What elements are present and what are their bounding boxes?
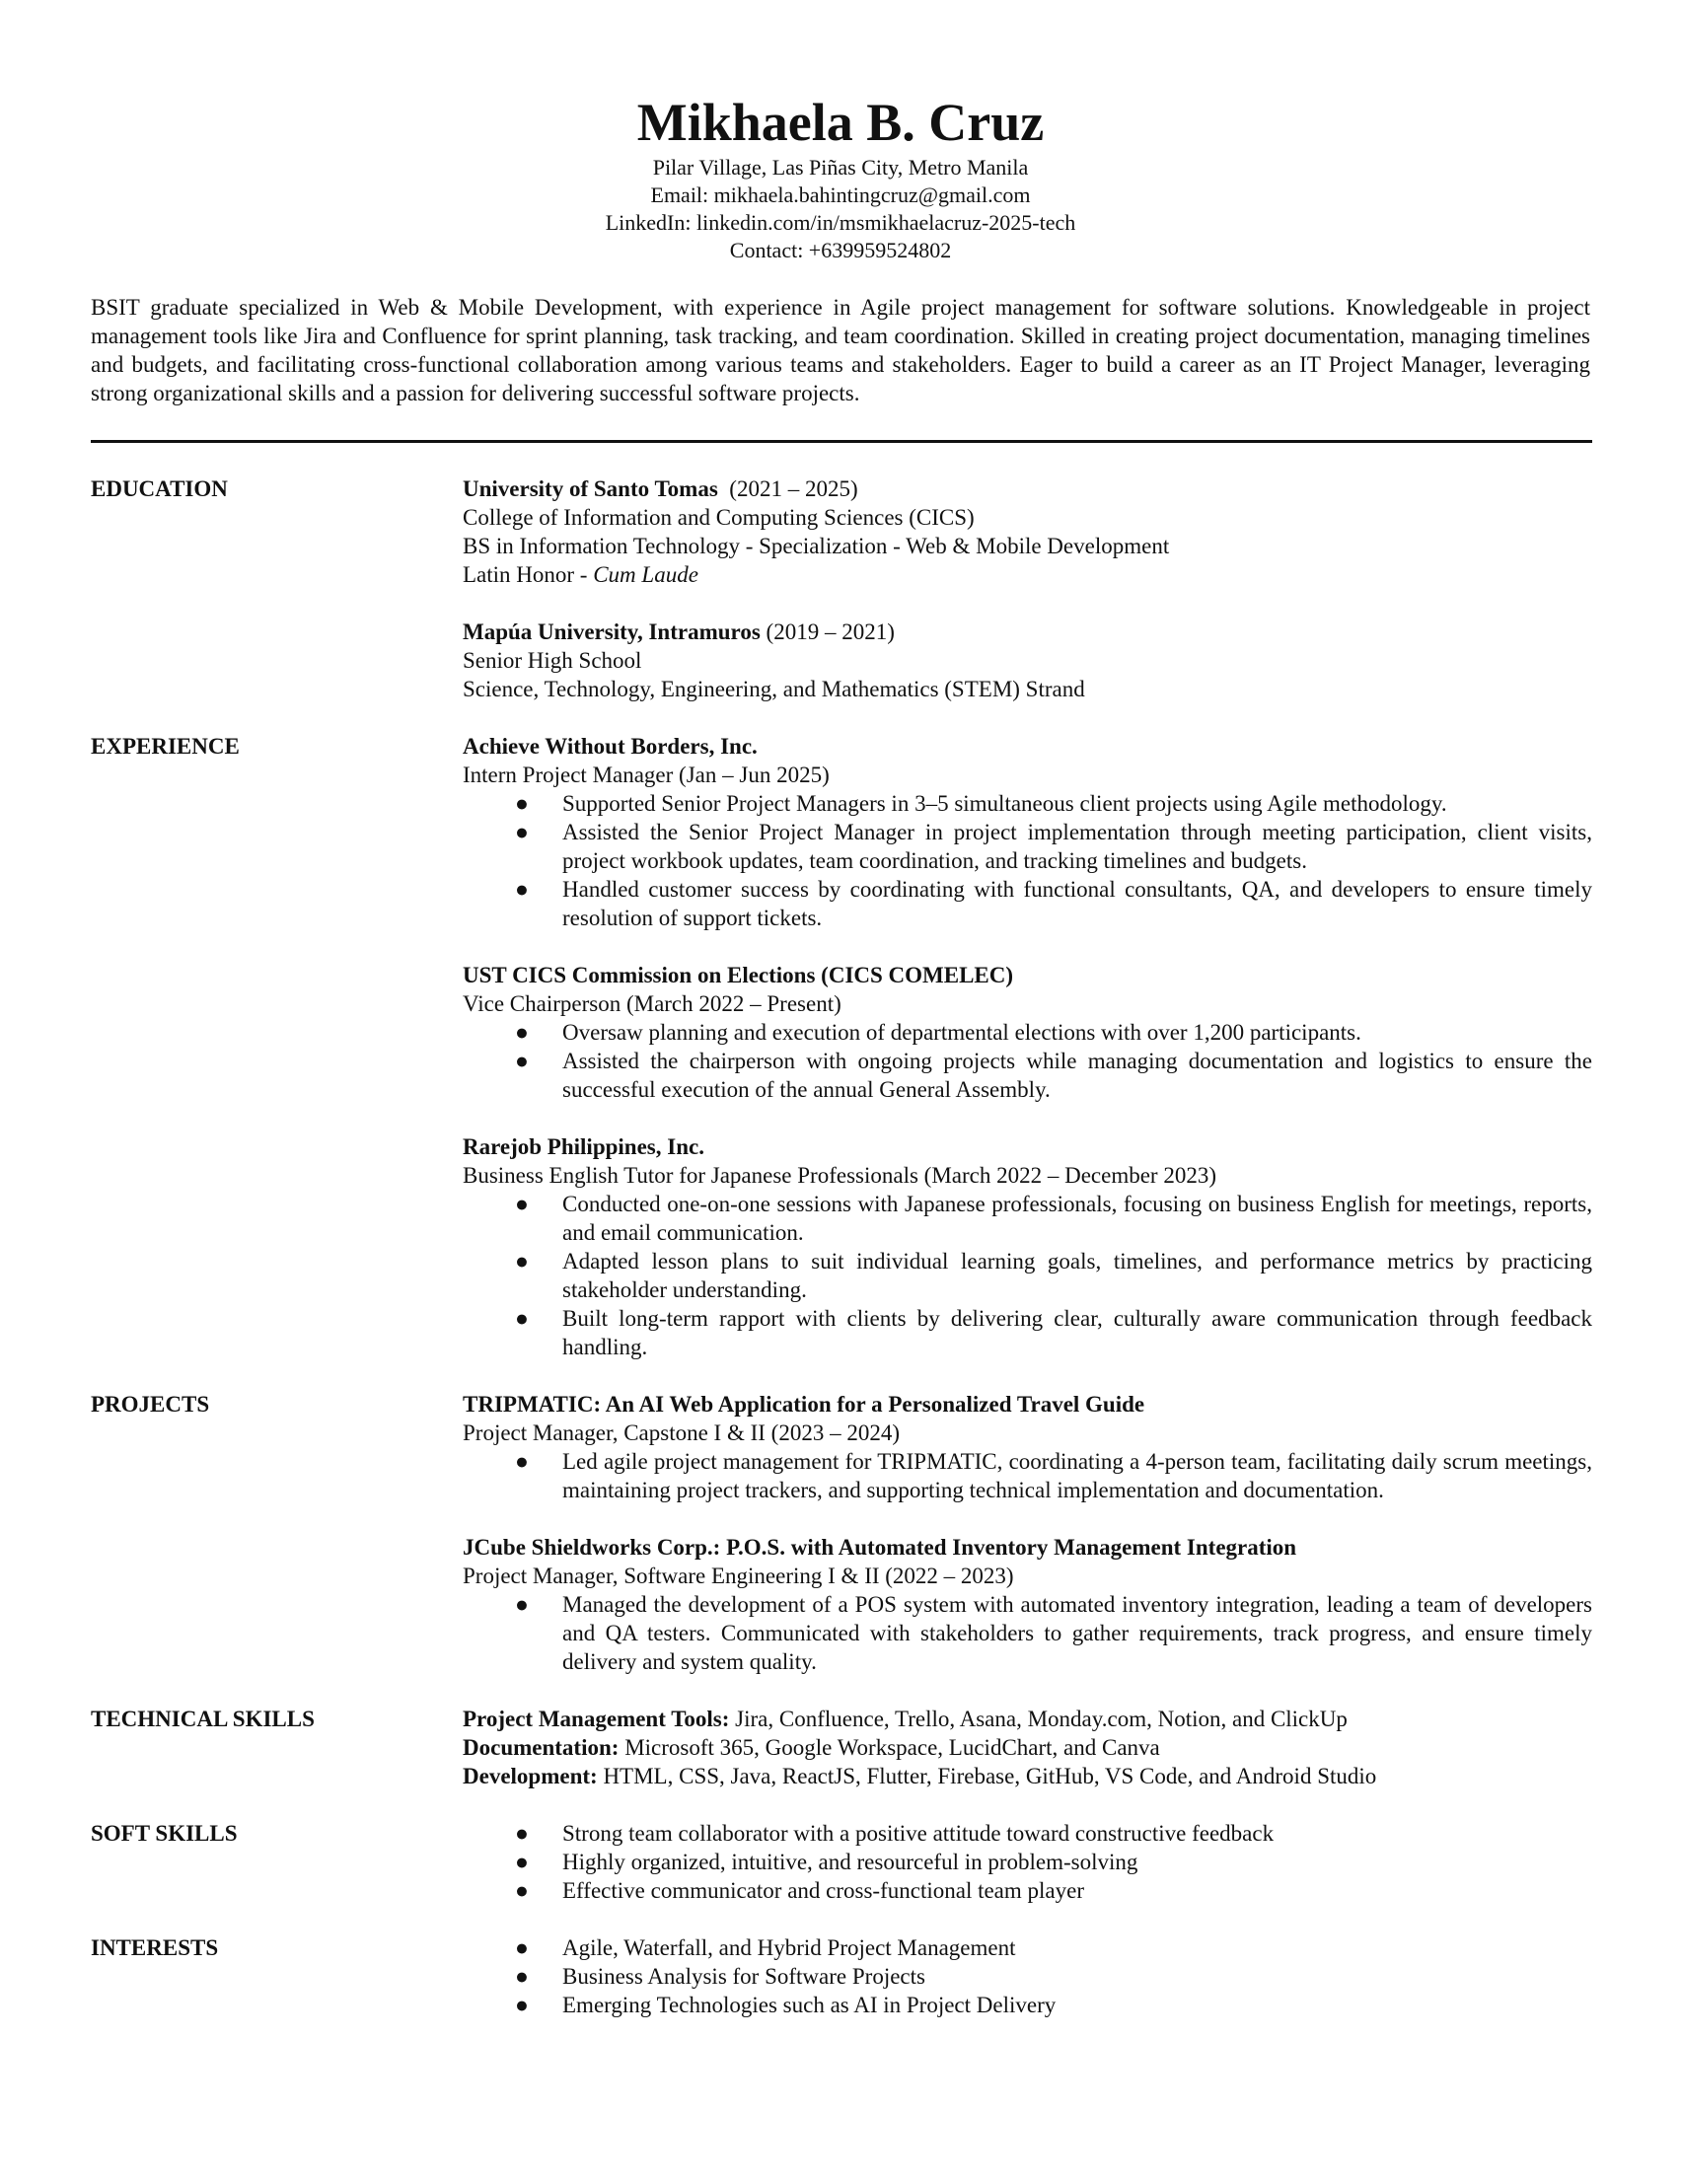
bullet-text: Assisted the Senior Project Manager in project implementation through meeting participation, client visits, project workbook updates, team coordination, and tracking timelines and budgets. xyxy=(562,820,1592,873)
section-gap xyxy=(91,1905,1592,1933)
bullet-icon: ● xyxy=(515,1821,529,1846)
section-label-projects: PROJECTS xyxy=(91,1392,210,1417)
skill-key: Documentation: xyxy=(463,1735,620,1760)
interests-section xyxy=(91,1933,1592,2019)
bullet-icon: ● xyxy=(515,1306,529,1331)
bullet-icon: ● xyxy=(515,1935,529,1960)
skill-row xyxy=(463,1762,1592,1790)
bullet-text: Adapted lesson plans to suit individual learning goals, timelines, and performance metrics by practicing stakeholder understanding. xyxy=(562,1249,1592,1302)
candidate-name: Mikhaela B. Cruz xyxy=(636,93,1045,152)
email-line: Email: mikhaela.bahintingcruz@gmail.com xyxy=(650,182,1031,207)
section-label-soft-skills: SOFT SKILLS xyxy=(91,1821,238,1846)
education-entry xyxy=(463,474,1592,589)
bullet-text: Highly organized, intuitive, and resourceful in problem-solving xyxy=(562,1850,1138,1874)
bullet-text: Emerging Technologies such as AI in Project Delivery xyxy=(562,1993,1057,2017)
section-gap xyxy=(91,1676,1592,1705)
bullet-icon: ● xyxy=(515,791,529,816)
project-role: Project Manager, Capstone I & II (2023 – 2024) xyxy=(463,1420,900,1445)
list-item xyxy=(463,1018,1592,1047)
skill-value: Microsoft 365, Google Workspace, LucidChart, and Canva xyxy=(619,1735,1160,1760)
soft-skills-section xyxy=(91,1819,1592,1905)
bullet-text: Assisted the chairperson with ongoing projects while managing documentation and logistics to ensure the successful execution of the annual General Assembly. xyxy=(562,1049,1592,1102)
experience-role: Intern Project Manager (Jan – Jun 2025) xyxy=(463,763,830,787)
bullet-text: Conducted one-on-one sessions with Japanese professionals, focusing on business English for meetings, reports, and email communication. xyxy=(562,1192,1592,1245)
bullet-text: Led agile project management for TRIPMATIC, coordinating a 4-person team, facilitating daily scrum meetings, maintaining project trackers, and supporting technical implementation and documentation. xyxy=(562,1449,1592,1502)
school-name: Mapúa University, Intramuros xyxy=(463,619,761,644)
interests-bullets xyxy=(463,1933,1592,2019)
interests-body xyxy=(463,1933,1592,2019)
list-item xyxy=(463,1047,1592,1104)
education-entry xyxy=(463,618,1592,703)
list-item xyxy=(463,875,1592,932)
experience-org: UST CICS Commission on Elections (CICS COMELEC) xyxy=(463,963,1014,987)
resume-content xyxy=(91,474,1592,2019)
skill-value: Jira, Confluence, Trello, Asana, Monday.com, Notion, and ClickUp xyxy=(729,1707,1348,1731)
resume-header xyxy=(0,91,1681,264)
soft-skills-bullets xyxy=(463,1819,1592,1905)
technical-skills-body xyxy=(463,1705,1592,1790)
bullet-icon: ● xyxy=(515,1192,529,1216)
bullet-text: Agile, Waterfall, and Hybrid Project Management xyxy=(562,1935,1016,1960)
bullet-text: Strong team collaborator with a positive attitude toward constructive feedback xyxy=(562,1821,1275,1846)
experience-role: Business English Tutor for Japanese Professionals (March 2022 – December 2023) xyxy=(463,1163,1216,1188)
list-item xyxy=(463,1991,1592,2019)
address-line: Pilar Village, Las Piñas City, Metro Manila xyxy=(652,155,1029,180)
bullet-icon: ● xyxy=(515,1850,529,1874)
school-years: (2019 – 2021) xyxy=(766,619,895,644)
professional-summary: BSIT graduate specialized in Web & Mobile Development, with experience in Agile project management for software solutions. Knowledgeable in project management tools like Jira and Confluence for sprint planning, task tracking, and team coordination. Skilled in creating project documentation, managing timelines and budgets, and facilitating cross-functional collaboration among various teams and stakeholders. Eager to build a career as an IT Project Manager, leveraging strong organizational skills and a passion for delivering successful software projects. xyxy=(91,295,1590,405)
list-item xyxy=(463,1933,1592,1962)
soft-skills-body xyxy=(463,1819,1592,1905)
degree-name: BS in Information Technology - Specialization - Web & Mobile Development xyxy=(463,534,1170,558)
experience-entry xyxy=(463,1132,1592,1361)
honor-value: Cum Laude xyxy=(593,562,698,587)
skill-value: HTML, CSS, Java, ReactJS, Flutter, Firebase, GitHub, VS Code, and Android Studio xyxy=(597,1764,1377,1788)
bullet-icon: ● xyxy=(515,1449,529,1474)
project-bullets xyxy=(463,1590,1592,1676)
list-item xyxy=(463,1962,1592,1991)
experience-body xyxy=(463,732,1592,1361)
skill-row xyxy=(463,1733,1592,1762)
list-item xyxy=(463,1447,1592,1504)
bullet-icon: ● xyxy=(515,1878,529,1903)
section-gap xyxy=(91,1361,1592,1390)
section-label-education: EDUCATION xyxy=(91,476,228,501)
bullet-text: Handled customer success by coordinating with functional consultants, QA, and developers to ensure timely resolution of support tickets. xyxy=(562,877,1592,930)
section-label-interests: INTERESTS xyxy=(91,1935,219,1960)
experience-bullets xyxy=(463,1190,1592,1361)
experience-entry xyxy=(463,732,1592,932)
list-item xyxy=(463,1247,1592,1304)
bullet-text: Effective communicator and cross-functional team player xyxy=(562,1878,1084,1903)
experience-entry xyxy=(463,961,1592,1104)
bullet-icon: ● xyxy=(515,820,529,844)
school-years: (2021 – 2025) xyxy=(729,476,858,501)
phone-line: Contact: +639959524802 xyxy=(729,238,952,262)
school-name: University of Santo Tomas xyxy=(463,476,718,501)
bullet-icon: ● xyxy=(515,1964,529,1989)
education-school-line xyxy=(463,618,1592,646)
section-label-technical-skills: TECHNICAL SKILLS xyxy=(91,1707,315,1731)
experience-role: Vice Chairperson (March 2022 – Present) xyxy=(463,991,841,1016)
college-name: College of Information and Computing Sciences (CICS) xyxy=(463,505,975,530)
linkedin-line: LinkedIn: linkedin.com/in/msmikhaelacruz-2025-tech xyxy=(605,210,1076,235)
bullet-text: Oversaw planning and execution of departmental elections with over 1,200 participants. xyxy=(562,1020,1361,1045)
experience-org: Achieve Without Borders, Inc. xyxy=(463,734,758,759)
section-label-experience: EXPERIENCE xyxy=(91,734,240,759)
project-entry xyxy=(463,1390,1592,1504)
skill-key: Project Management Tools: xyxy=(463,1707,730,1731)
bullet-text: Built long-term rapport with clients by delivering clear, culturally aware communication through feedback handling. xyxy=(562,1306,1592,1359)
bullet-icon: ● xyxy=(515,1049,529,1073)
school-level: Senior High School xyxy=(463,648,642,673)
bullet-icon: ● xyxy=(515,1020,529,1045)
project-role: Project Manager, Software Engineering I & II (2022 – 2023) xyxy=(463,1564,1014,1588)
experience-bullets xyxy=(463,789,1592,932)
honor-line xyxy=(463,560,1592,589)
project-title: TRIPMATIC: An AI Web Application for a Personalized Travel Guide xyxy=(463,1392,1145,1417)
education-body xyxy=(463,474,1592,703)
list-item xyxy=(463,818,1592,875)
projects-section xyxy=(91,1390,1592,1676)
bullet-icon: ● xyxy=(515,1592,529,1617)
projects-body xyxy=(463,1390,1592,1676)
experience-org: Rarejob Philippines, Inc. xyxy=(463,1134,704,1159)
list-item xyxy=(463,789,1592,818)
experience-bullets xyxy=(463,1018,1592,1104)
section-divider xyxy=(91,440,1592,443)
list-item xyxy=(463,1190,1592,1247)
list-item xyxy=(463,1819,1592,1848)
bullet-icon: ● xyxy=(515,1993,529,2017)
bullet-text: Business Analysis for Software Projects xyxy=(562,1964,925,1989)
project-entry xyxy=(463,1533,1592,1676)
project-title: JCube Shieldworks Corp.: P.O.S. with Automated Inventory Management Integration xyxy=(463,1535,1297,1560)
school-strand: Science, Technology, Engineering, and Mathematics (STEM) Strand xyxy=(463,677,1085,701)
technical-skills-section xyxy=(91,1705,1592,1790)
education-school-line xyxy=(463,474,1592,503)
list-item xyxy=(463,1304,1592,1361)
honor-prefix: Latin Honor - xyxy=(463,562,594,587)
bullet-text: Supported Senior Project Managers in 3–5 simultaneous client projects using Agile methodology. xyxy=(562,791,1447,816)
bullet-text: Managed the development of a POS system with automated inventory integration, leading a team of developers and QA testers. Communicated with stakeholders to gather requirements, track progress, and ensure timely delivery and system quality. xyxy=(562,1592,1592,1674)
project-bullets xyxy=(463,1447,1592,1504)
skill-row xyxy=(463,1705,1592,1733)
skill-key: Development: xyxy=(463,1764,598,1788)
section-gap xyxy=(91,703,1592,732)
list-item xyxy=(463,1876,1592,1905)
bullet-icon: ● xyxy=(515,1249,529,1274)
experience-section xyxy=(91,732,1592,1361)
list-item xyxy=(463,1590,1592,1676)
education-section xyxy=(91,474,1592,703)
bullet-icon: ● xyxy=(515,877,529,902)
section-gap xyxy=(91,1790,1592,1819)
list-item xyxy=(463,1848,1592,1876)
